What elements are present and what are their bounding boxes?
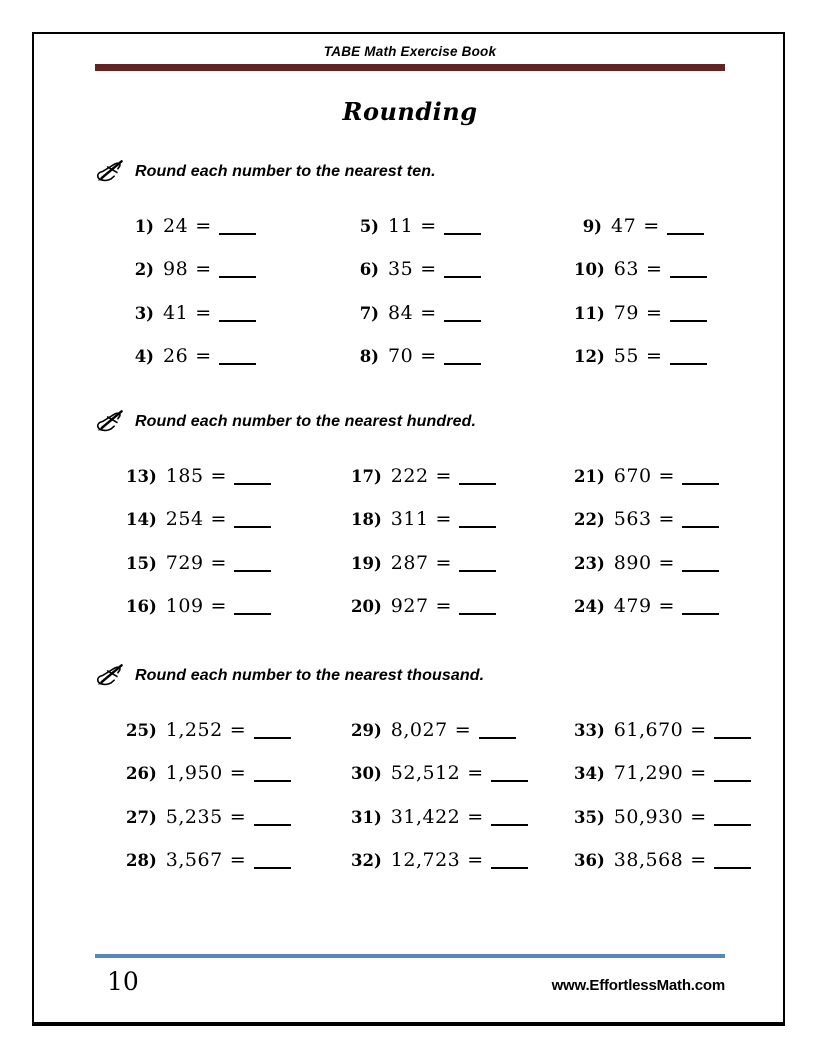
problem-number: 16) [126,597,157,617]
problem-item [574,806,751,828]
equals-sign: = [195,258,212,281]
section-instruction [95,158,725,186]
problem-value: 70 [388,345,414,368]
section-nearest-thousand [95,662,725,882]
answer-blank [670,355,707,365]
problem-value: 31,422 [390,805,461,828]
answer-blank [219,355,256,365]
problem-value: 55 [613,345,639,368]
problem-item [351,215,574,237]
answer-blank [254,816,291,826]
section-instruction [95,408,725,436]
equals-sign: = [210,464,227,487]
equals-sign: = [690,718,707,741]
equals-sign: = [467,762,484,785]
problem-value: 5,235 [165,805,223,828]
problem-number: 17) [351,466,382,486]
problem-item [351,258,574,280]
problem-value: 52,512 [390,762,461,785]
answer-blank [670,312,707,322]
problem-number: 8) [359,347,379,367]
answer-blank [254,772,291,782]
problem-value: 254 [165,508,204,531]
problem-item [574,345,725,367]
equals-sign: = [435,464,452,487]
problem-item [574,719,751,741]
problem-number: 4) [134,347,154,367]
problem-number: 12) [574,347,605,367]
answer-blank [219,225,256,235]
problem-value: 729 [165,551,204,574]
writing-hand-icon [95,159,125,185]
problem-value: 109 [165,595,204,618]
answer-blank [714,729,751,739]
equals-sign: = [420,214,437,237]
instruction-text: Round each number to the nearest thousand. [135,667,485,684]
problem-item [126,806,351,828]
page-content [34,44,783,882]
problem-item [126,762,351,784]
problem-number: 7) [359,303,379,323]
footer-row [95,958,725,996]
writing-hand-icon [95,663,125,689]
answer-blank [254,859,291,869]
answer-blank [491,772,528,782]
answer-blank [234,518,271,528]
problem-number: 13) [126,466,157,486]
equals-sign: = [229,718,246,741]
section-nearest-hundred [95,408,725,628]
answer-blank [682,605,719,615]
problem-item [574,258,725,280]
answer-blank [491,859,528,869]
problem-number: 1) [134,216,154,236]
problem-value: 35 [388,258,414,281]
equals-sign: = [645,301,662,324]
page-title: Rounding [342,97,478,126]
answer-blank [254,729,291,739]
problem-number: 27) [126,807,157,827]
equals-sign: = [643,214,660,237]
problem-item [126,719,351,741]
problem-item [574,508,725,530]
answer-blank [219,268,256,278]
header-rule [95,64,725,71]
problem-number: 29) [351,720,382,740]
problem-number: 21) [574,466,605,486]
problem-number: 14) [126,510,157,530]
problem-number: 24) [574,597,605,617]
problem-value: 12,723 [390,849,461,872]
problems-grid [95,204,725,378]
problem-item [126,595,351,617]
problem-number: 26) [126,764,157,784]
problem-item [126,465,351,487]
problem-number: 9) [582,216,602,236]
problem-item [574,465,725,487]
equals-sign: = [420,345,437,368]
problem-number: 11) [574,303,605,323]
problem-number: 20) [351,597,382,617]
problem-number: 28) [126,851,157,871]
equals-sign: = [467,849,484,872]
answer-blank [491,816,528,826]
answer-blank [459,605,496,615]
problem-item [351,849,574,871]
problem-number: 18) [351,510,382,530]
problem-value: 63 [613,258,639,281]
problem-item [351,465,574,487]
problem-number: 2) [134,260,154,280]
problem-item [574,302,725,324]
problem-value: 1,252 [165,718,223,741]
problem-value: 670 [613,464,652,487]
section-nearest-ten [95,158,725,378]
problem-value: 41 [163,301,189,324]
problem-item [126,508,351,530]
problem-value: 185 [165,464,204,487]
problem-number: 15) [126,553,157,573]
problem-value: 26 [163,345,189,368]
answer-blank [714,772,751,782]
problem-value: 563 [613,508,652,531]
problem-item [351,595,574,617]
equals-sign: = [435,508,452,531]
answer-blank [714,816,751,826]
problem-number: 30) [351,764,382,784]
equals-sign: = [454,718,471,741]
problem-item [126,258,351,280]
problem-number: 35) [574,807,605,827]
equals-sign: = [210,551,227,574]
problem-item [574,215,725,237]
problem-item [351,345,574,367]
problem-value: 24 [163,214,189,237]
equals-sign: = [435,551,452,574]
equals-sign: = [690,762,707,785]
answer-blank [459,518,496,528]
problem-value: 311 [390,508,429,531]
equals-sign: = [229,805,246,828]
equals-sign: = [229,849,246,872]
equals-sign: = [658,595,675,618]
problem-item [351,806,574,828]
equals-sign: = [210,508,227,531]
instruction-text: Round each number to the nearest ten. [135,163,436,180]
problem-number: 10) [574,260,605,280]
equals-sign: = [658,508,675,531]
answer-blank [444,225,481,235]
problem-value: 61,670 [613,718,684,741]
problem-value: 8,027 [390,718,448,741]
equals-sign: = [658,464,675,487]
problem-number: 33) [574,720,605,740]
answer-blank [444,312,481,322]
problem-item [351,552,574,574]
problem-value: 222 [390,464,429,487]
problems-grid [95,454,725,628]
problem-value: 50,930 [613,805,684,828]
problem-item [351,508,574,530]
equals-sign: = [645,258,662,281]
equals-sign: = [195,214,212,237]
answer-blank [670,268,707,278]
problem-item [126,302,351,324]
equals-sign: = [645,345,662,368]
problem-value: 38,568 [613,849,684,872]
problem-item [574,762,751,784]
answer-blank [219,312,256,322]
problem-number: 3) [134,303,154,323]
problem-value: 927 [390,595,429,618]
problem-value: 890 [613,551,652,574]
problem-number: 23) [574,553,605,573]
answer-blank [682,475,719,485]
problem-value: 71,290 [613,762,684,785]
answer-blank [682,562,719,572]
problem-value: 287 [390,551,429,574]
problem-value: 11 [388,214,414,237]
problem-number: 22) [574,510,605,530]
problem-item [574,849,751,871]
problem-item [351,302,574,324]
problem-value: 479 [613,595,652,618]
problems-grid [95,708,725,882]
problem-item [126,215,351,237]
problem-item [574,595,725,617]
problem-number: 31) [351,807,382,827]
equals-sign: = [195,345,212,368]
problem-number: 5) [359,216,379,236]
page-footer [95,954,725,996]
problem-value: 84 [388,301,414,324]
worksheet-page [32,32,785,1026]
problem-value: 79 [613,301,639,324]
problem-item [351,762,574,784]
problem-item [126,345,351,367]
equals-sign: = [210,595,227,618]
answer-blank [479,729,516,739]
problem-value: 1,950 [165,762,223,785]
answer-blank [234,605,271,615]
problem-value: 98 [163,258,189,281]
problem-number: 19) [351,553,382,573]
answer-blank [234,562,271,572]
answer-blank [459,475,496,485]
equals-sign: = [195,301,212,324]
answer-blank [444,268,481,278]
equals-sign: = [420,301,437,324]
answer-blank [234,475,271,485]
problem-item [574,552,725,574]
equals-sign: = [690,849,707,872]
answer-blank [444,355,481,365]
section-instruction [95,662,725,690]
equals-sign: = [420,258,437,281]
writing-hand-icon [95,409,125,435]
answer-blank [459,562,496,572]
instruction-text: Round each number to the nearest hundred. [135,413,477,430]
answer-blank [667,225,704,235]
problem-number: 36) [574,851,605,871]
problem-number: 32) [351,851,382,871]
equals-sign: = [229,762,246,785]
equals-sign: = [467,805,484,828]
problem-item [351,719,574,741]
problem-item [126,552,351,574]
equals-sign: = [435,595,452,618]
problem-value: 3,567 [165,849,223,872]
problem-number: 6) [359,260,379,280]
answer-blank [682,518,719,528]
equals-sign: = [690,805,707,828]
problem-number: 25) [126,720,157,740]
problem-item [126,849,351,871]
website-link: www.EffortlessMath.com [551,977,725,994]
problem-value: 47 [611,214,637,237]
book-title: TABE Math Exercise Book [323,44,497,59]
problem-number: 34) [574,764,605,784]
answer-blank [714,859,751,869]
page-number: 10 [107,967,139,996]
equals-sign: = [658,551,675,574]
